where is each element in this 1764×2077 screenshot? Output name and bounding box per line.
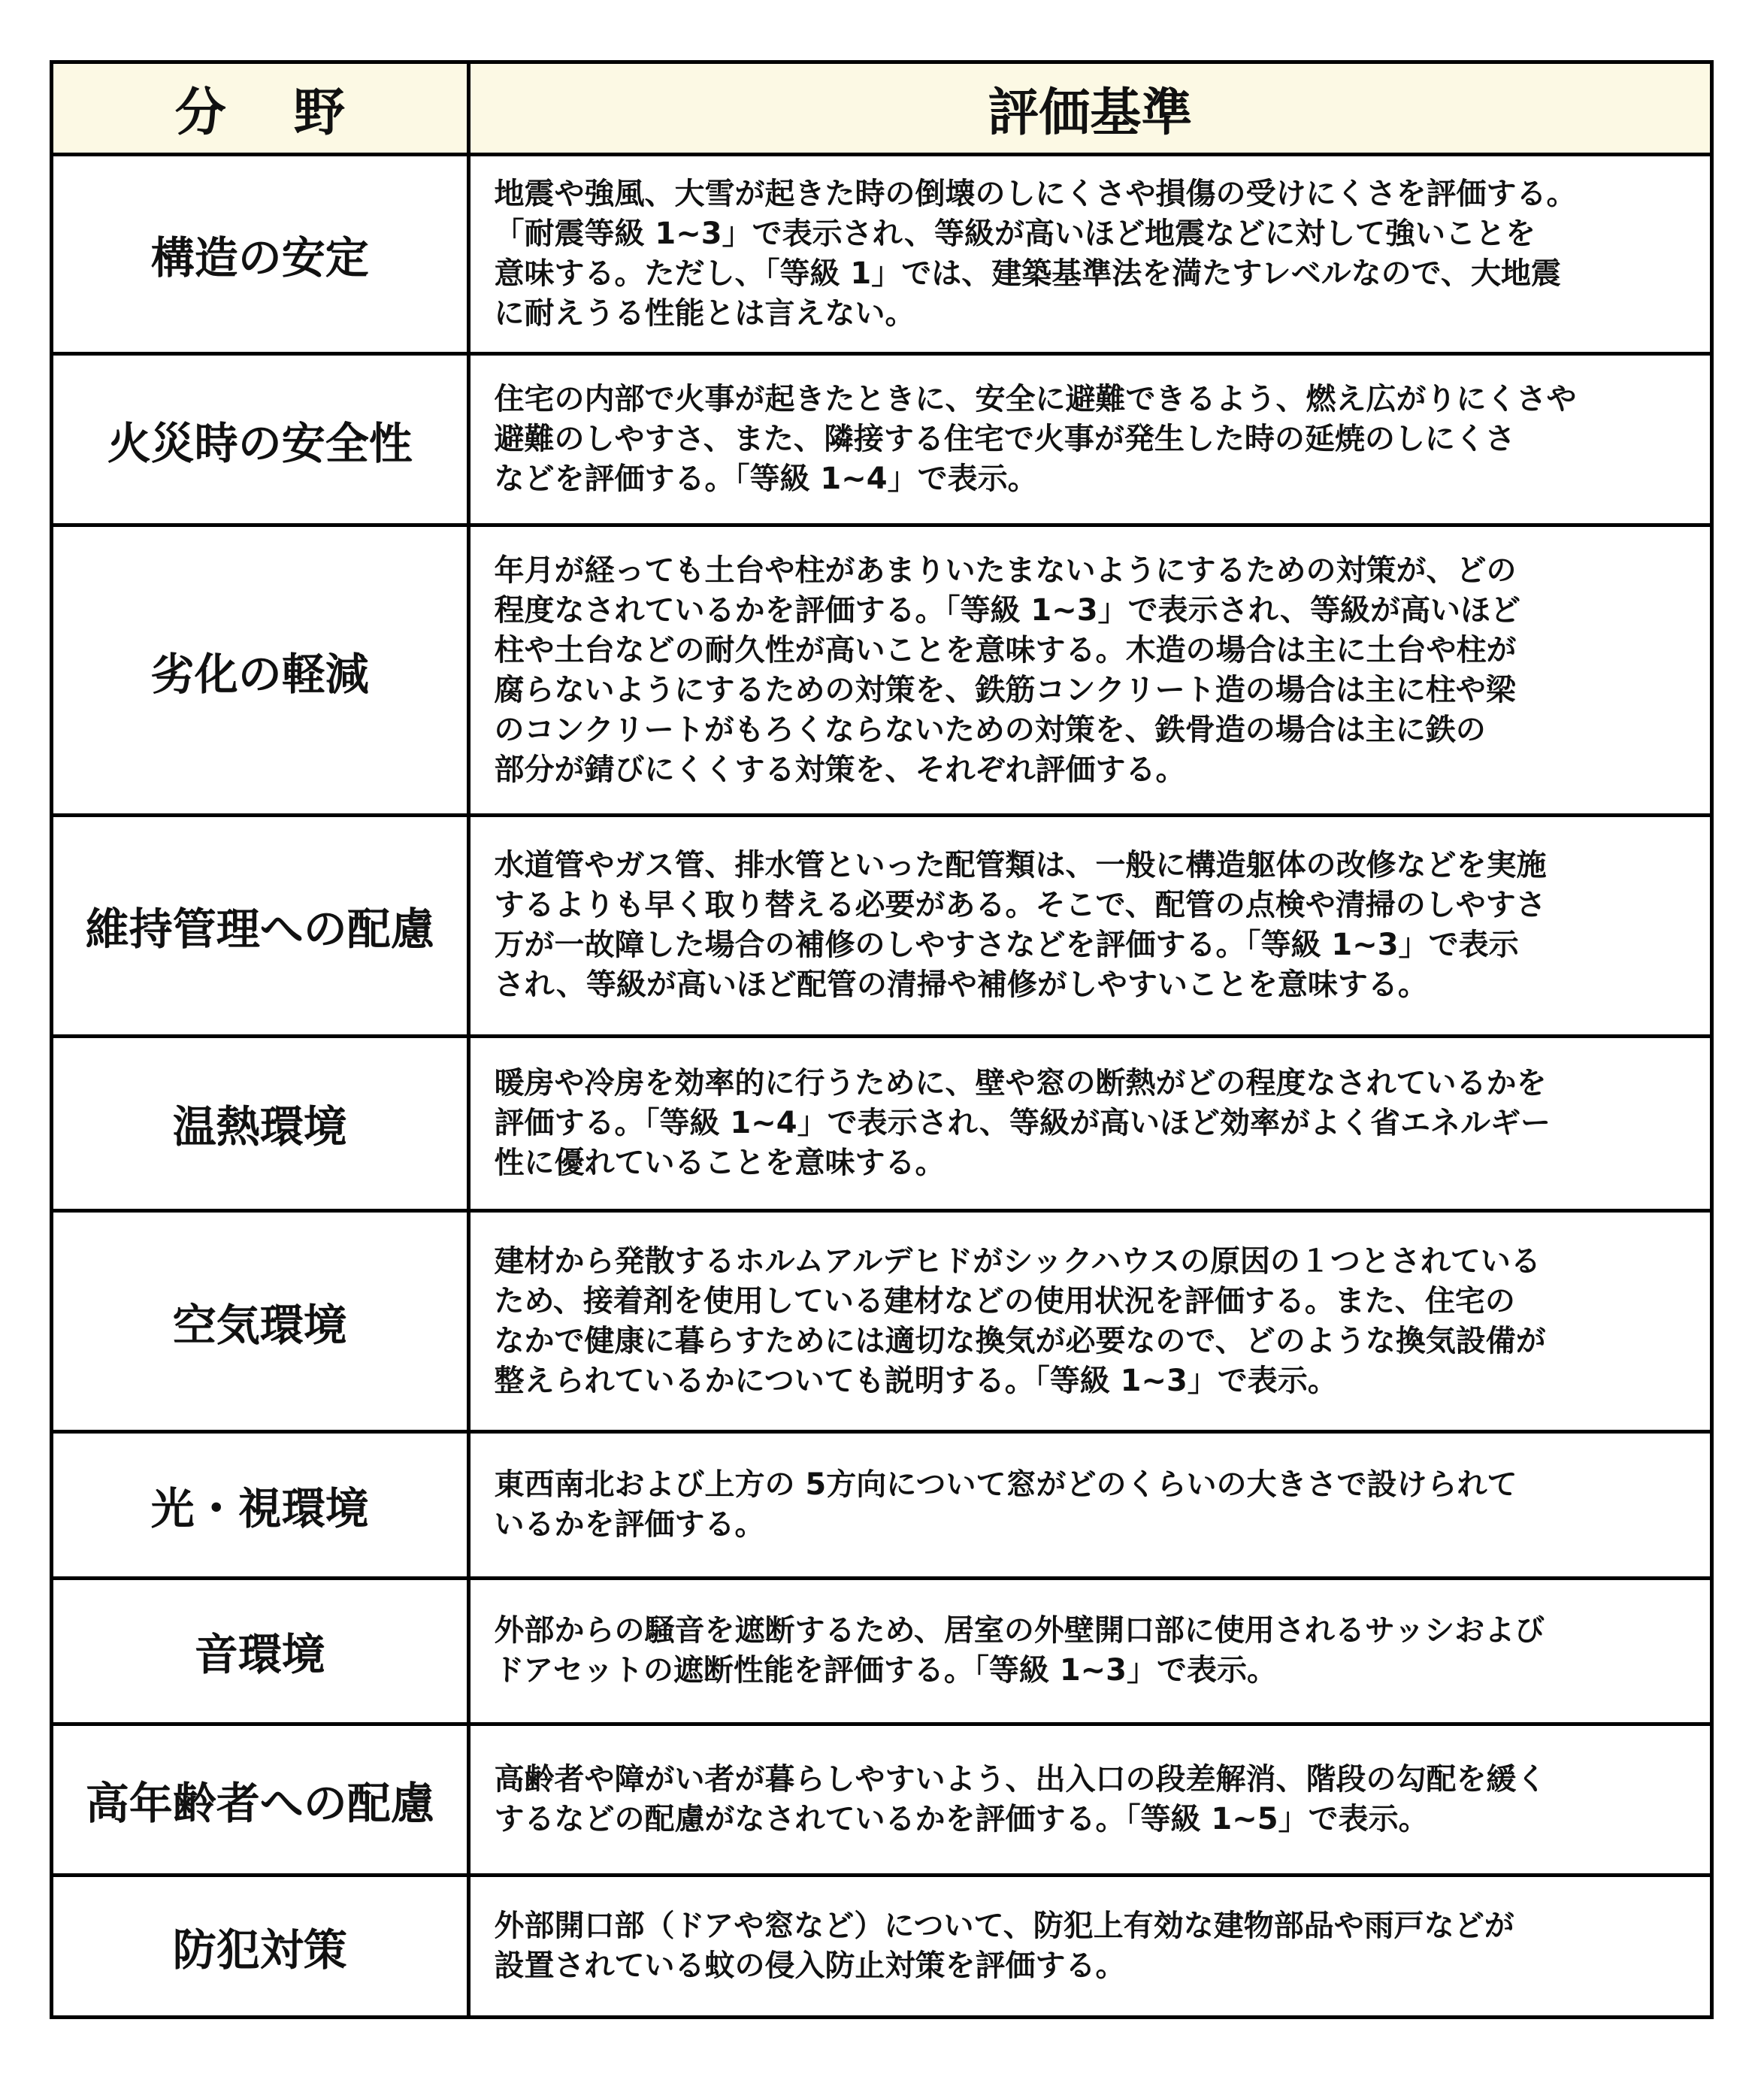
desc-line: なかで健康に暮らすためには適切な換気が必要なので、どのような換気設備が — [494, 1323, 1546, 1358]
desc-line: され、等級が高いほど配管の清掃や補修がしやすいことを意味する。 — [494, 967, 1428, 1003]
table-header-row — [53, 64, 1710, 155]
table-row — [53, 155, 1710, 354]
desc-line: いるかを評価する。 — [494, 1506, 765, 1542]
row-field-light: 光・視環境 — [53, 1432, 468, 1579]
desc-line: 地震や強風、大雪が起きた時の倒壊のしにくさや損傷の受けにくさを評価する。 — [494, 176, 1577, 211]
desc-line: 建材から発散するホルムアルデヒドがシックハウスの原因の１つとされている — [494, 1243, 1541, 1279]
desc-line: 万が一故障した場合の補修のしやすさなどを評価する。「等級 1~3」で表示 — [494, 928, 1519, 963]
row-field-sound: 音環境 — [53, 1578, 468, 1724]
row-desc-structure — [468, 155, 1710, 354]
desc-line: 程度なされているかを評価する。「等級 1~3」で表示され、等級が高いほど — [494, 592, 1521, 628]
row-field-fire-safety: 火災時の安全性 — [53, 353, 468, 525]
table-row — [53, 1432, 1710, 1579]
table-row — [53, 1211, 1710, 1432]
desc-line: などを評価する。「等級 1~4」で表示。 — [494, 462, 1038, 497]
desc-line: 外部からの騒音を遮断するため、居室の外壁開口部に使用されるサッシおよび — [494, 1613, 1545, 1649]
table-row — [53, 353, 1710, 525]
row-desc-light — [468, 1432, 1710, 1579]
row-field-crime: 防犯対策 — [53, 1875, 468, 2015]
row-desc-crime — [468, 1875, 1710, 2015]
desc-line: するよりも早く取り替える必要がある。そこで、配管の点検や清掃のしやすさ — [494, 888, 1546, 923]
row-desc-elderly — [468, 1724, 1710, 1876]
row-desc-fire-safety — [468, 353, 1710, 525]
desc-line: 暖房や冷房を効率的に行うために、壁や窓の断熱がどの程度なされているかを — [494, 1065, 1547, 1101]
desc-line: するなどの配慮がなされているかを評価する。「等級 1~5」で表示。 — [494, 1802, 1429, 1837]
table-row — [53, 1036, 1710, 1211]
header-field: 分野 — [53, 64, 468, 155]
row-desc-air — [468, 1211, 1710, 1432]
table-row — [53, 1578, 1710, 1724]
criteria-table — [50, 60, 1714, 2019]
criteria-table-grid — [53, 64, 1710, 2015]
row-field-air: 空気環境 — [53, 1211, 468, 1432]
desc-line: 設置されている蚊の侵入防止対策を評価する。 — [494, 1948, 1126, 1983]
header-criteria: 評価基準 — [468, 64, 1710, 155]
desc-line: 住宅の内部で火事が起きたときに、安全に避難できるよう、燃え広がりにくさや — [494, 382, 1577, 417]
desc-line: 柱や土台などの耐久性が高いことを意味する。木造の場合は主に土台や柱が — [494, 632, 1517, 668]
table-row — [53, 815, 1710, 1036]
desc-line: 意味する。ただし、「等級 1」では、建築基準法を満たすレベルなので、大地震 — [494, 256, 1561, 291]
row-field-thermal: 温熱環境 — [53, 1036, 468, 1211]
desc-line: 整えられているかについても説明する。「等級 1~3」で表示。 — [494, 1363, 1338, 1398]
desc-line: 腐らないようにするための対策を、鉄筋コンクリート造の場合は主に柱や梁 — [494, 672, 1516, 707]
table-row — [53, 525, 1710, 815]
desc-line: に耐えうる性能とは言えない。 — [494, 295, 915, 331]
row-desc-thermal — [468, 1036, 1710, 1211]
row-field-structure: 構造の安定 — [53, 155, 468, 354]
desc-line: 水道管やガス管、排水管といった配管類は、一般に構造躯体の改修などを実施 — [494, 848, 1547, 883]
row-desc-sound — [468, 1578, 1710, 1724]
table-row — [53, 1724, 1710, 1876]
desc-line: 東西南北および上方の 5方向について窓がどのくらいの大きさで設けられて — [494, 1467, 1517, 1502]
row-field-elderly: 高年齢者への配慮 — [53, 1724, 468, 1876]
desc-line: 高齢者や障がい者が暮らしやすいよう、出入口の段差解消、階段の勾配を緩く — [494, 1762, 1547, 1797]
desc-line: 外部開口部（ドアや窓など）について、防犯上有効な建物部品や雨戸などが — [494, 1908, 1514, 1943]
desc-line: 避難のしやすさ、また、隣接する住宅で火事が発生した時の延焼のしにくさ — [494, 422, 1515, 457]
row-desc-deterioration — [468, 525, 1710, 815]
desc-line: ドアセットの遮断性能を評価する。「等級 1~3」で表示。 — [494, 1653, 1278, 1688]
desc-line: 評価する。「等級 1~4」で表示され、等級が高いほど効率がよく省エネルギー — [494, 1105, 1551, 1140]
desc-line: 性に優れていることを意味する。 — [494, 1145, 946, 1180]
row-field-deterioration: 劣化の軽減 — [53, 525, 468, 815]
table-row — [53, 1875, 1710, 2015]
desc-line: 「耐震等級 1~3」で表示され、等級が高いほど地震などに対して強いことを — [494, 216, 1536, 251]
desc-line: のコンクリートがもろくならないための対策を、鉄骨造の場合は主に鉄の — [494, 712, 1486, 747]
desc-line: 部分が錆びにくくする対策を、それぞれ評価する。 — [494, 752, 1186, 787]
desc-line: ため、接着剤を使用している建材などの使用状況を評価する。また、住宅の — [494, 1283, 1515, 1319]
row-field-maintenance: 維持管理への配慮 — [53, 815, 468, 1036]
desc-line: 年月が経っても土台や柱があまりいたまないようにするための対策が、どの — [494, 553, 1517, 588]
row-desc-maintenance — [468, 815, 1710, 1036]
